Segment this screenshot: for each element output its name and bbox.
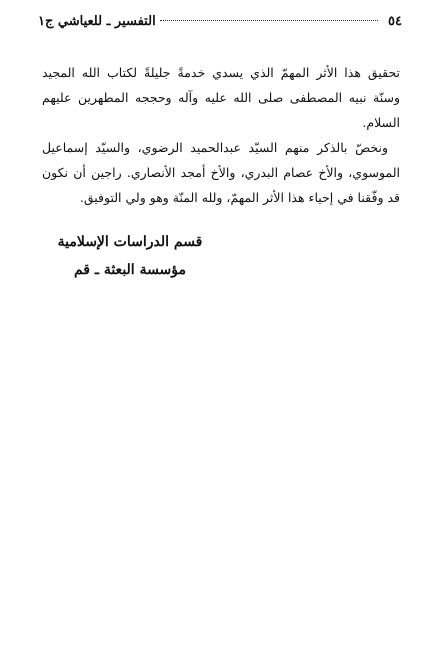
signature-department: قسم الدراسات الإسلامية — [57, 234, 203, 250]
signature-institution: مؤسسة البعثة ـ قم — [73, 262, 187, 278]
paragraph-1-line-2: المصطفى صلى الله عليه وآله وحججه المطهرين عليهم السلام. — [42, 90, 400, 130]
signature-block — [42, 228, 218, 284]
page-number: ٥٤ — [388, 14, 402, 29]
paragraph-2: ونخصّ بالذكر منهم السيّد عبدالحميد الرضوي، والسيّد إسماعيل الموسوي، والأخ عصام البدري، والأخ أمجد الأنصاري. راجين أن نكون قد وفّقنا في إحياء هذا الأثر المهمّ، ولله المنّة وهو ولي التوفيق. — [42, 140, 400, 205]
page-header — [38, 14, 402, 38]
paragraph-1-line-1: تحقيق هذا الأثر المهمّ الذي يسدي خدمةً جليلةً لكتاب الله المجيد وسنّة نبيه — [42, 65, 400, 105]
paragraph-1 — [42, 60, 400, 135]
body-text — [42, 60, 400, 210]
dotted-leader — [160, 20, 378, 21]
running-title: التفسير ـ للعياشي ج١ — [38, 14, 156, 29]
